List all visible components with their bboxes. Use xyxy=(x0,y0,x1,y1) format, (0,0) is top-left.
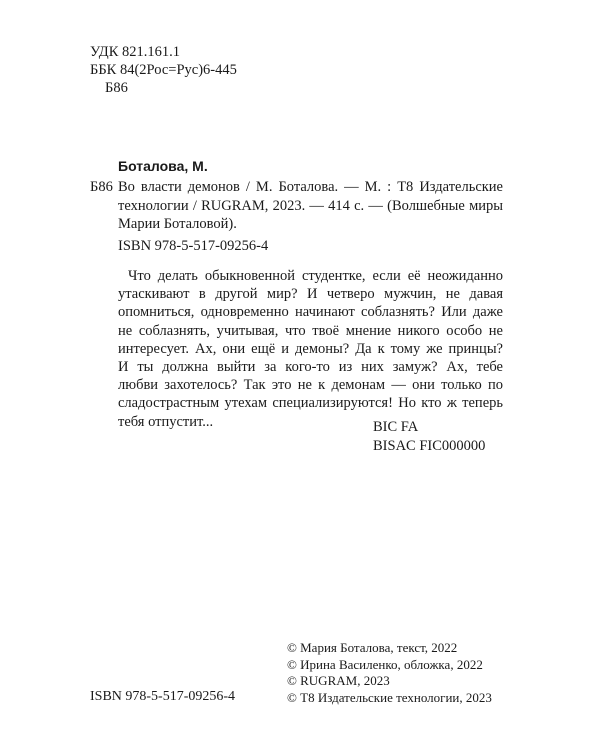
copyright-line: © Ирина Василенко, обложка, 2022 xyxy=(287,656,483,672)
bibliographic-line: технологии / RUGRAM, 2023. — 414 с. — (Волшебные миры xyxy=(118,197,503,214)
bbk-code: ББК 84(2Рос=Рус)6-445 xyxy=(90,62,237,78)
copyright-line: © Мария Боталова, текст, 2022 xyxy=(287,640,458,655)
annotation-line: опомниться, одновременно начинают соблазнять? Или даже xyxy=(118,304,503,321)
author-heading: Боталова, М. xyxy=(118,158,208,174)
subject-codes xyxy=(373,418,485,455)
annotation-line: любви захотелось? Так это не к демонам — они только по xyxy=(118,377,503,394)
udk-code: УДК 821.161.1 xyxy=(90,44,180,60)
annotation-line: Что делать обыкновенной студентке, если её неожиданно xyxy=(128,268,503,284)
bic-code: BIC FA xyxy=(373,419,419,435)
annotation-line: И ты должна выйти за кого-то из них замуж? Ах, тебе xyxy=(118,359,503,376)
copyright-line: © Т8 Издательские технологии, 2023 xyxy=(287,689,492,705)
annotation-line: утаскивают в другой мир? И четверо мужчин, не давая xyxy=(118,286,503,303)
annotation-text xyxy=(118,267,503,431)
author-mark-top: Б86 xyxy=(105,80,128,96)
annotation-line: тебя отпустит... xyxy=(118,413,214,430)
isbn-footer: ISBN 978-5-517-09256-4 xyxy=(90,689,236,704)
bisac-code: BISAC FIC000000 xyxy=(373,437,486,454)
bibliographic-line: Во власти демонов / М. Боталова. — М. : Т8 Издательские xyxy=(118,179,503,195)
bibliographic-description xyxy=(118,178,503,234)
bibliographic-line: Марии Боталовой). xyxy=(118,216,237,232)
annotation-line: сладострастным утехам специализируются! Но кто ж теперь xyxy=(118,395,503,412)
annotation-line: интересует. Ах, они ещё и демоны? Да к тому же принцы? xyxy=(118,340,503,357)
author-mark-side: Б86 xyxy=(90,179,113,195)
copyright-block xyxy=(287,640,492,706)
isbn-record: ISBN 978-5-517-09256-4 xyxy=(118,238,269,254)
annotation-line: не соблазнять, учитывая, что твоё мнение никого особо не xyxy=(118,322,503,339)
copyright-line: © RUGRAM, 2023 xyxy=(287,673,390,688)
